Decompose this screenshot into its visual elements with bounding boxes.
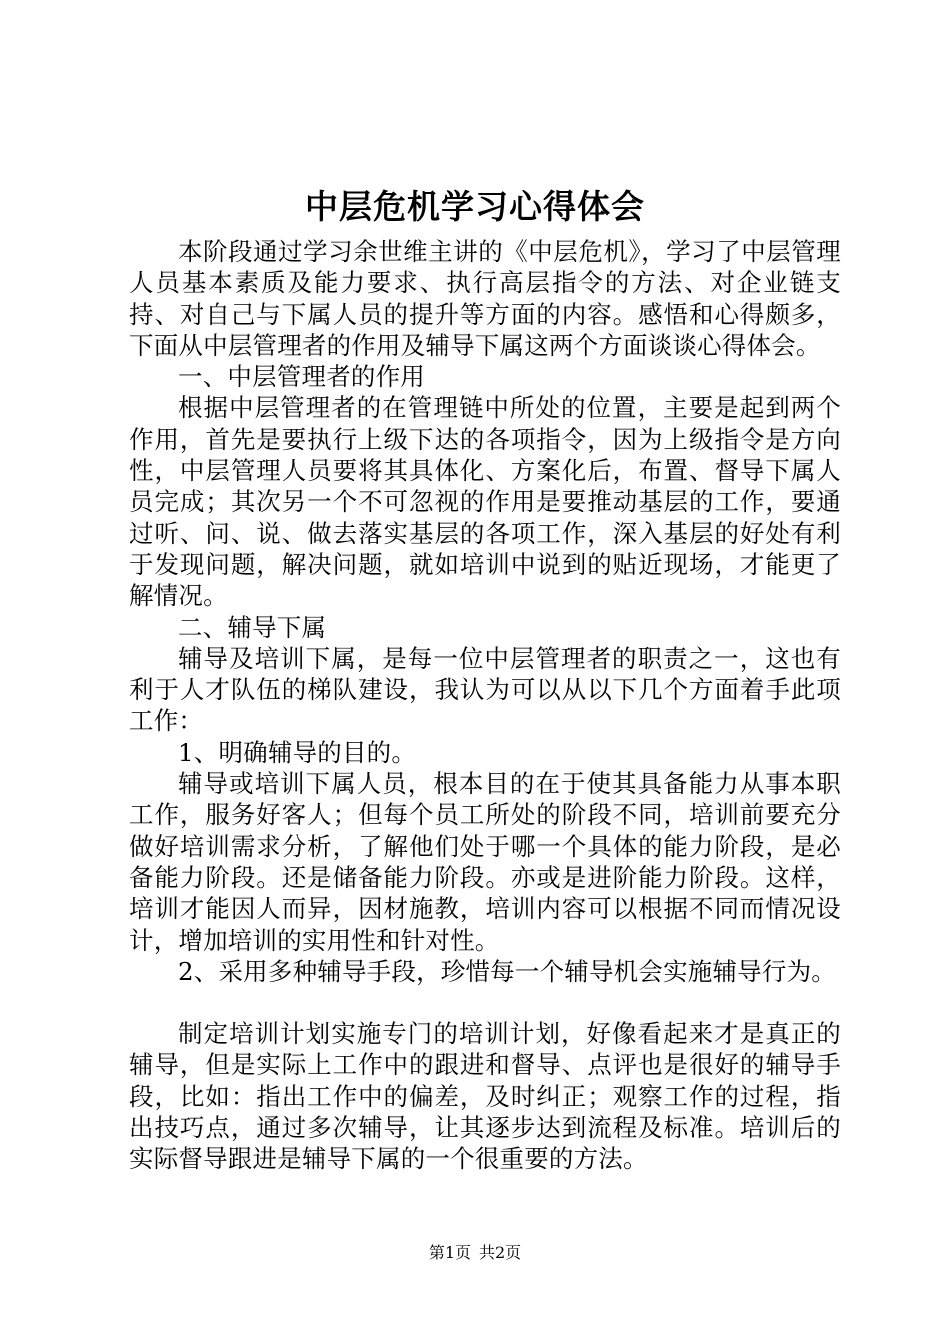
document-title: 中层危机学习心得体会 bbox=[305, 187, 645, 226]
section-heading-1: 一、中层管理者的作用 bbox=[178, 362, 425, 392]
body-paragraph: 辅导及培训下属，是每一位中层管理者的职责之一，这也有利于人才队伍的梯队建设，我认为可以从以下几个方面着手此项工作： bbox=[129, 643, 841, 736]
body-paragraph: 根据中层管理者的在管理链中所处的位置，主要是起到两个作用，首先是要执行上级下达的各项指令，因为上级指令是方向性，中层管理人员要将其具体化、方案化后，布置、督导下属人员完成；其次另一个不可忽视的作用是要推动基层的工作，要通过听、问、说、做去落实基层的各项工作，深入基层的好处有利于发现问题，解决问题，就如培训中说到的贴近现场，才能更了解情况。 bbox=[129, 393, 841, 611]
section-heading-2: 二、辅导下属 bbox=[178, 612, 327, 642]
subheading-2: 2、采用多种辅导手段，珍惜每一个辅导机会实施辅导行为。 bbox=[178, 956, 836, 986]
subheading-1: 1、明确辅导的目的。 bbox=[178, 737, 417, 767]
document-body bbox=[129, 236, 841, 1175]
body-paragraph: 辅导或培训下属人员，根本目的在于使其具备能力从事本职工作，服务好客人；但每个员工所处的阶段不同，培训前要充分做好培训需求分析，了解他们处于哪一个具体的能力阶段，是必备能力阶段。还是储备能力阶段。亦或是进阶能力阶段。这样，培训才能因人而异，因材施教，培训内容可以根据不同而情况设计，增加培训的实用性和针对性。 bbox=[129, 769, 841, 955]
page-number: 第1页 bbox=[428, 1243, 471, 1262]
body-paragraph: 制定培训计划实施专门的培训计划，好像看起来才是真正的辅导，但是实际上工作中的跟进和督导、点评也是很好的辅导手段，比如：指出工作中的偏差，及时纠正；观察工作的过程，指出技巧点，通过多次辅导，让其逐步达到流程及标准。培训后的实际督导跟进是辅导下属的一个很重要的方法。 bbox=[129, 1019, 841, 1174]
intro-paragraph: 本阶段通过学习余世维主讲的《中层危机》，学习了中层管理人员基本素质及能力要求、执行高层指令的方法、对企业链支持、对自己与下属人员的提升等方面的内容。感悟和心得颇多，下面从中层管理者的作用及辅导下属这两个方面谈谈心得体会。 bbox=[129, 237, 841, 360]
page-total: 共2页 bbox=[479, 1243, 522, 1262]
page-footer bbox=[0, 1242, 950, 1264]
